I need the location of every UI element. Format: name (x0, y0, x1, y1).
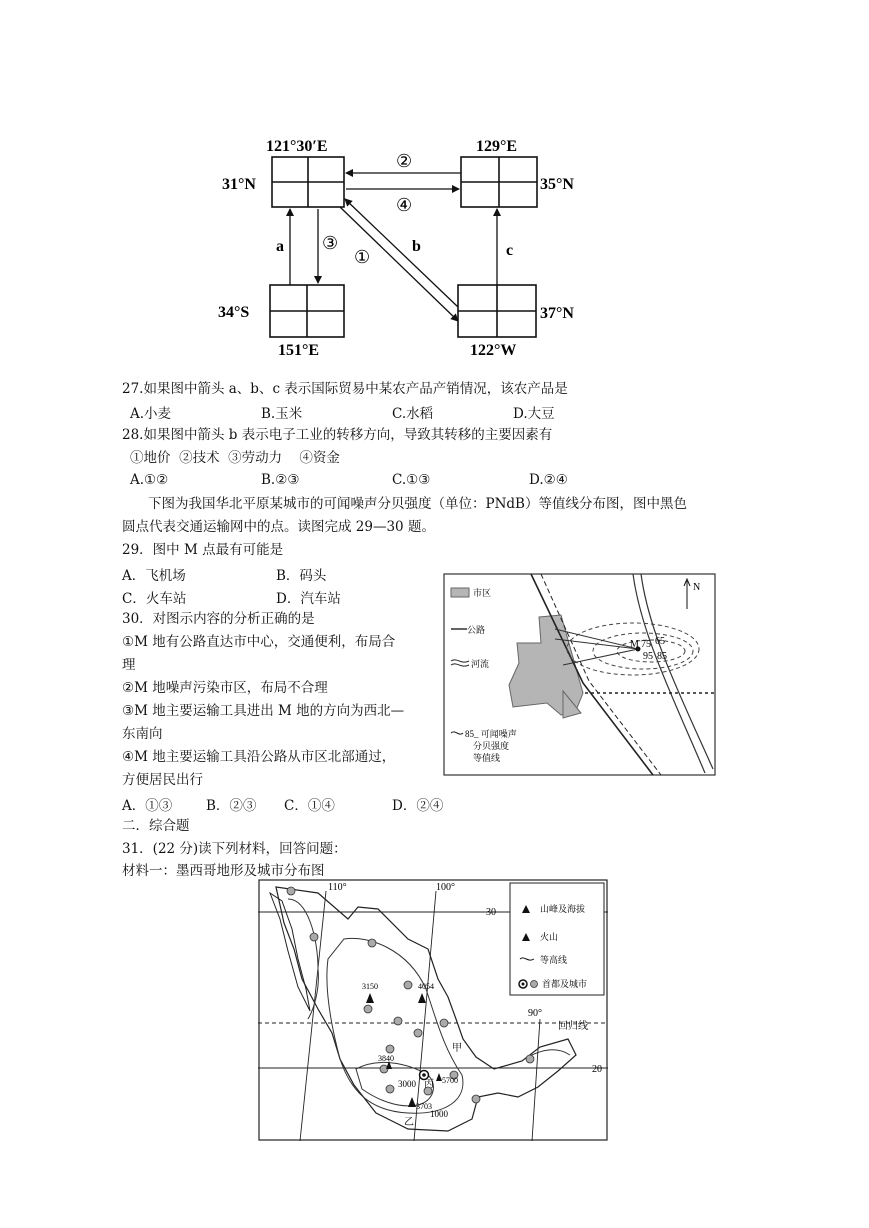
q28-option-a[interactable]: A.①② (130, 472, 169, 488)
label-arrow-b: b (412, 238, 421, 255)
legend-river: 河流 (471, 659, 490, 669)
noise-point-m: M (630, 639, 639, 650)
section-2-heading: 二．综合题 (122, 818, 190, 834)
intro-line-2: 圆点代表交通运输网中的点。读图完成 29—30 题。 (122, 519, 435, 535)
legend-city: 市区 (473, 588, 492, 598)
lon-label-100: 100° (436, 882, 455, 893)
label-arrow-c: c (506, 242, 514, 259)
q29-option-a[interactable]: A．飞机场 (122, 568, 186, 584)
contour-label-3000: 3000 (398, 1079, 416, 1089)
trade-diagram (200, 125, 620, 365)
q30-stem: 30．对图示内容的分析正确的是 (122, 611, 315, 627)
q30-option-a[interactable]: A．①③ (122, 798, 173, 814)
label-arrow-3: ③ (322, 233, 339, 253)
legend-volcano: 火山 (540, 932, 559, 942)
q28-option-d[interactable]: D.②④ (529, 472, 568, 488)
label-br-lat: 37°N (540, 305, 574, 322)
q28-option-c[interactable]: C.①③ (392, 472, 431, 488)
tropic-label: 回归线 (558, 1021, 588, 1032)
legend-noise-1: 85_ 可闻噪声 (465, 729, 517, 739)
q29-option-c[interactable]: C．火车站 (122, 591, 187, 607)
place-jia: 甲 (452, 1043, 462, 1054)
place-yi: 乙 (404, 1117, 414, 1128)
q31-material-1: 材料一：墨西哥地形及城市分布图 (122, 863, 325, 879)
q30-line-1: ①M 地有公路直达市中心，交通便利，布局合 (122, 634, 396, 650)
elev-3840: 3840 (378, 1054, 394, 1063)
q29-option-b[interactable]: B．码头 (276, 568, 327, 584)
elev-4054: 4054 (418, 982, 434, 991)
mexico-terrain-map (258, 879, 608, 1141)
q30-option-c[interactable]: C．①④ (284, 798, 335, 814)
grid-box-bottom-right (458, 285, 536, 337)
legend-noise-3: 等值线 (473, 753, 501, 763)
q28-option-b[interactable]: B.②③ (261, 472, 300, 488)
lat-label-20: 20 (592, 1064, 602, 1075)
label-bl-lon: 151°E (278, 342, 320, 359)
legend-contour: 等高线 (540, 955, 568, 965)
contour-label-1000: 1000 (430, 1109, 448, 1119)
elev-3703: 3703 (416, 1102, 432, 1111)
intro-line-1: 下图为我国华北平原某城市的可闻噪声分贝强度（单位：PNdB）等值线分布图，图中黑色 (148, 496, 687, 512)
q28-factors: ①地价 ②技术 ③劳动力 ④资金 (130, 450, 340, 466)
label-arrow-a: a (276, 238, 284, 255)
q30-line-7: 方便居民出行 (122, 772, 203, 788)
north-label: N (693, 582, 701, 593)
q30-line-3: ②M 地噪声污染市区，布局不合理 (122, 680, 328, 696)
elev-5700: 5700 (442, 1076, 458, 1085)
q28-stem: 28.如果图中箭头 b 表示电子工业的转移方向，导致其转移的主要因素有 (122, 427, 553, 443)
label-bl-lat: 34°S (218, 304, 250, 321)
noise-value-65: 65 (655, 636, 665, 647)
legend-peak: 山峰及海拔 (540, 904, 586, 914)
noise-value-85: 85 (657, 651, 667, 662)
q30-line-2: 理 (122, 657, 136, 673)
grid-box-top-left (272, 157, 344, 207)
noise-value-95: 95 (643, 651, 653, 662)
label-arrow-1: ① (354, 247, 371, 267)
label-tr-lat: 35°N (540, 176, 574, 193)
label-arrow-4: ④ (396, 195, 413, 215)
place-bing: 丙 (424, 1079, 434, 1090)
label-br-lon: 122°W (470, 342, 517, 359)
label-tl-lon: 121°30′E (266, 138, 328, 155)
label-arrow-2: ② (396, 151, 413, 171)
legend-city: 首都及城市 (542, 979, 588, 989)
q27-option-b[interactable]: B.玉米 (261, 406, 303, 422)
q31-stem: 31．(22 分)读下列材料，回答问题： (122, 841, 347, 857)
q30-option-d[interactable]: D．②④ (392, 798, 444, 814)
q27-option-d[interactable]: D.大豆 (513, 406, 555, 422)
q27-option-c[interactable]: C.水稻 (392, 406, 434, 422)
lon-label-110: 110° (328, 882, 347, 893)
legend-road: 公路 (467, 625, 486, 635)
q30-line-4: ③M 地主要运输工具进出 M 地的方向为西北— (122, 703, 405, 719)
q27-option-a[interactable]: A.小麦 (130, 406, 172, 422)
lon-label-90: 90° (528, 1008, 542, 1019)
legend-noise-2: 分贝强度 (473, 741, 510, 751)
label-tl-lat: 31°N (222, 176, 256, 193)
grid-box-bottom-left (270, 285, 344, 337)
noise-contour-map (443, 573, 716, 776)
q29-option-d[interactable]: D．汽车站 (276, 591, 341, 607)
lat-label-30: 30 (486, 907, 496, 918)
elev-3150: 3150 (362, 982, 378, 991)
label-tr-lon: 129°E (476, 138, 518, 155)
q27-stem: 27.如果图中箭头 a、b、c 表示国际贸易中某农产品产销情况，该农产品是 (122, 381, 568, 397)
q30-option-b[interactable]: B．②③ (206, 798, 257, 814)
q30-line-5: 东南向 (122, 726, 163, 742)
noise-value-75: 75 (641, 639, 651, 650)
q29-stem: 29．图中 M 点最有可能是 (122, 542, 284, 558)
q30-line-6: ④M 地主要运输工具沿公路从市区北部通过， (122, 749, 396, 765)
grid-box-top-right (461, 157, 537, 207)
